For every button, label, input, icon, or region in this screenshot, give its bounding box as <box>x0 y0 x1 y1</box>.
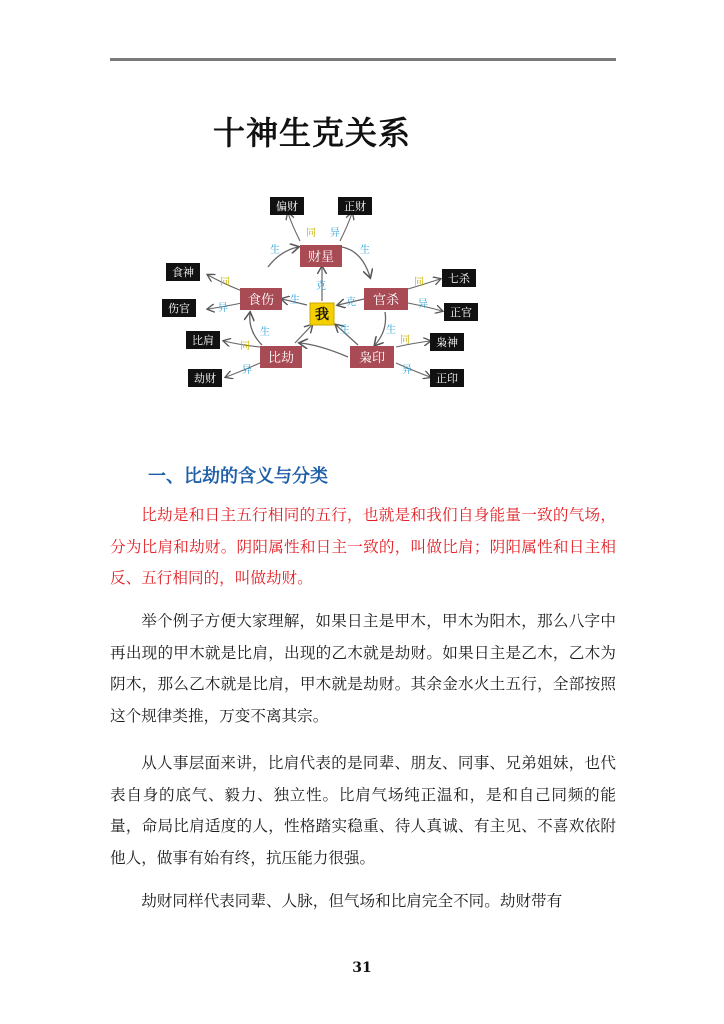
rel-same-bijie: 同 <box>240 341 250 352</box>
rel-generate-caixing-guansha: 生 <box>360 245 370 256</box>
header-rule <box>110 58 616 61</box>
rel-same-xiaoyin: 同 <box>400 335 410 346</box>
svg-text:食伤: 食伤 <box>247 293 275 308</box>
svg-text:我: 我 <box>315 307 329 323</box>
svg-text:正官: 正官 <box>450 306 472 319</box>
rel-same-caixing: 同 <box>306 228 316 239</box>
node-guansha <box>364 288 408 310</box>
node-shishang <box>240 288 282 310</box>
leaf-bijian <box>186 331 220 349</box>
svg-text:正财: 正财 <box>344 200 366 213</box>
arrow-bijie-to-center <box>295 325 312 343</box>
leaf-shangguan <box>162 299 196 317</box>
svg-text:伤官: 伤官 <box>168 302 190 315</box>
svg-text:枭印: 枭印 <box>358 351 386 366</box>
rel-same-shishang: 同 <box>220 277 230 288</box>
leaf-shishen <box>166 263 200 281</box>
rel-same-guansha: 同 <box>414 277 424 288</box>
paragraph-definition: 比劫是和日主五行相同的五行，也就是和我们自身能量一致的气场，分为比肩和劫财。阴阳属性和日主一致的，叫做比肩；阴阳属性和日主相反、五行相同的，叫做劫财。 <box>110 506 616 587</box>
leaf-qisha <box>442 269 476 287</box>
rel-diff-shishang: 异 <box>218 303 228 314</box>
leaf-xiaoshen <box>430 333 464 351</box>
svg-text:财星: 财星 <box>307 250 335 265</box>
rel-diff-bijie: 异 <box>242 365 252 376</box>
node-bijie <box>260 346 302 368</box>
node-caixing <box>300 245 342 267</box>
rel-generate-guansha-xiaoyin: 生 <box>386 325 396 336</box>
arrow-guansha-to-xiaoyin <box>375 312 386 345</box>
leaf-jiecai <box>188 369 222 387</box>
arrow-guansha-to-qisha <box>408 279 440 289</box>
svg-text:劫财: 劫财 <box>194 372 216 385</box>
svg-text:七杀: 七杀 <box>448 272 470 285</box>
node-xiaoyin <box>350 346 394 368</box>
svg-text:正印: 正印 <box>436 372 458 385</box>
rel-generate-xiaoyin-center: 生 <box>340 325 350 336</box>
leaf-zhengguan <box>444 303 478 321</box>
rel-generate-center-shishang: 生 <box>290 295 300 306</box>
leaf-zhengcai <box>338 197 372 215</box>
paragraph-bijian-meaning: 从人事层面来讲，比肩代表的是同辈、朋友、同事、兄弟姐妹，也代表自身的底气、毅力、独立性。比肩气场纯正温和，是和自己同频的能量，命局比肩适度的人，性格踏实稳重、待人真诚、有主见、不喜欢依附他人，做事有始有终，抗压能力很强。 <box>110 754 616 867</box>
paragraph-example: 举个例子方便大家理解，如果日主是甲木，甲木为阳木，那么八字中再出现的甲木就是比肩，出现的乙木就是劫财。如果日主是乙木，乙木为阴木，那么乙木就是比肩，甲木就是劫财。其余金水火土五行，全部按照这个规律类推，万变不离其宗。 <box>110 612 616 725</box>
leaf-piancai <box>270 197 304 215</box>
svg-text:比劫: 比劫 <box>267 351 295 366</box>
rel-restrain-guansha-center: 克 <box>346 297 356 308</box>
svg-text:枭神: 枭神 <box>436 336 458 349</box>
svg-text:偏财: 偏财 <box>276 200 298 213</box>
ten-gods-diagram <box>150 185 490 400</box>
section-heading: 一、比劫的含义与分类 <box>148 466 328 487</box>
arrow-caixing-to-zhengcai <box>340 213 352 241</box>
paragraph-jiecai-meaning: 劫财同样代表同辈、人脉，但气场和比肩完全不同。劫财带有 <box>141 892 563 910</box>
rel-generate-bijie-shishang: 生 <box>260 327 270 338</box>
rel-restrain-center-caixing: 克 <box>316 281 326 292</box>
arrow-caixing-to-piancai <box>288 213 300 241</box>
page-number: 31 <box>352 960 372 976</box>
arrow-xiaoyin-to-bijie <box>300 343 348 357</box>
svg-text:比肩: 比肩 <box>192 334 214 347</box>
diagram-title: 十神生克关系 <box>213 114 412 152</box>
rel-diff-caixing: 异 <box>330 228 340 239</box>
svg-text:食神: 食神 <box>172 266 194 279</box>
rel-diff-xiaoyin: 异 <box>402 365 412 376</box>
rel-generate-shishang-caixing: 生 <box>270 245 280 256</box>
svg-text:官杀: 官杀 <box>372 293 400 308</box>
rel-diff-guansha: 异 <box>418 299 428 310</box>
node-center-me <box>310 303 334 325</box>
leaf-zhengyin <box>430 369 464 387</box>
